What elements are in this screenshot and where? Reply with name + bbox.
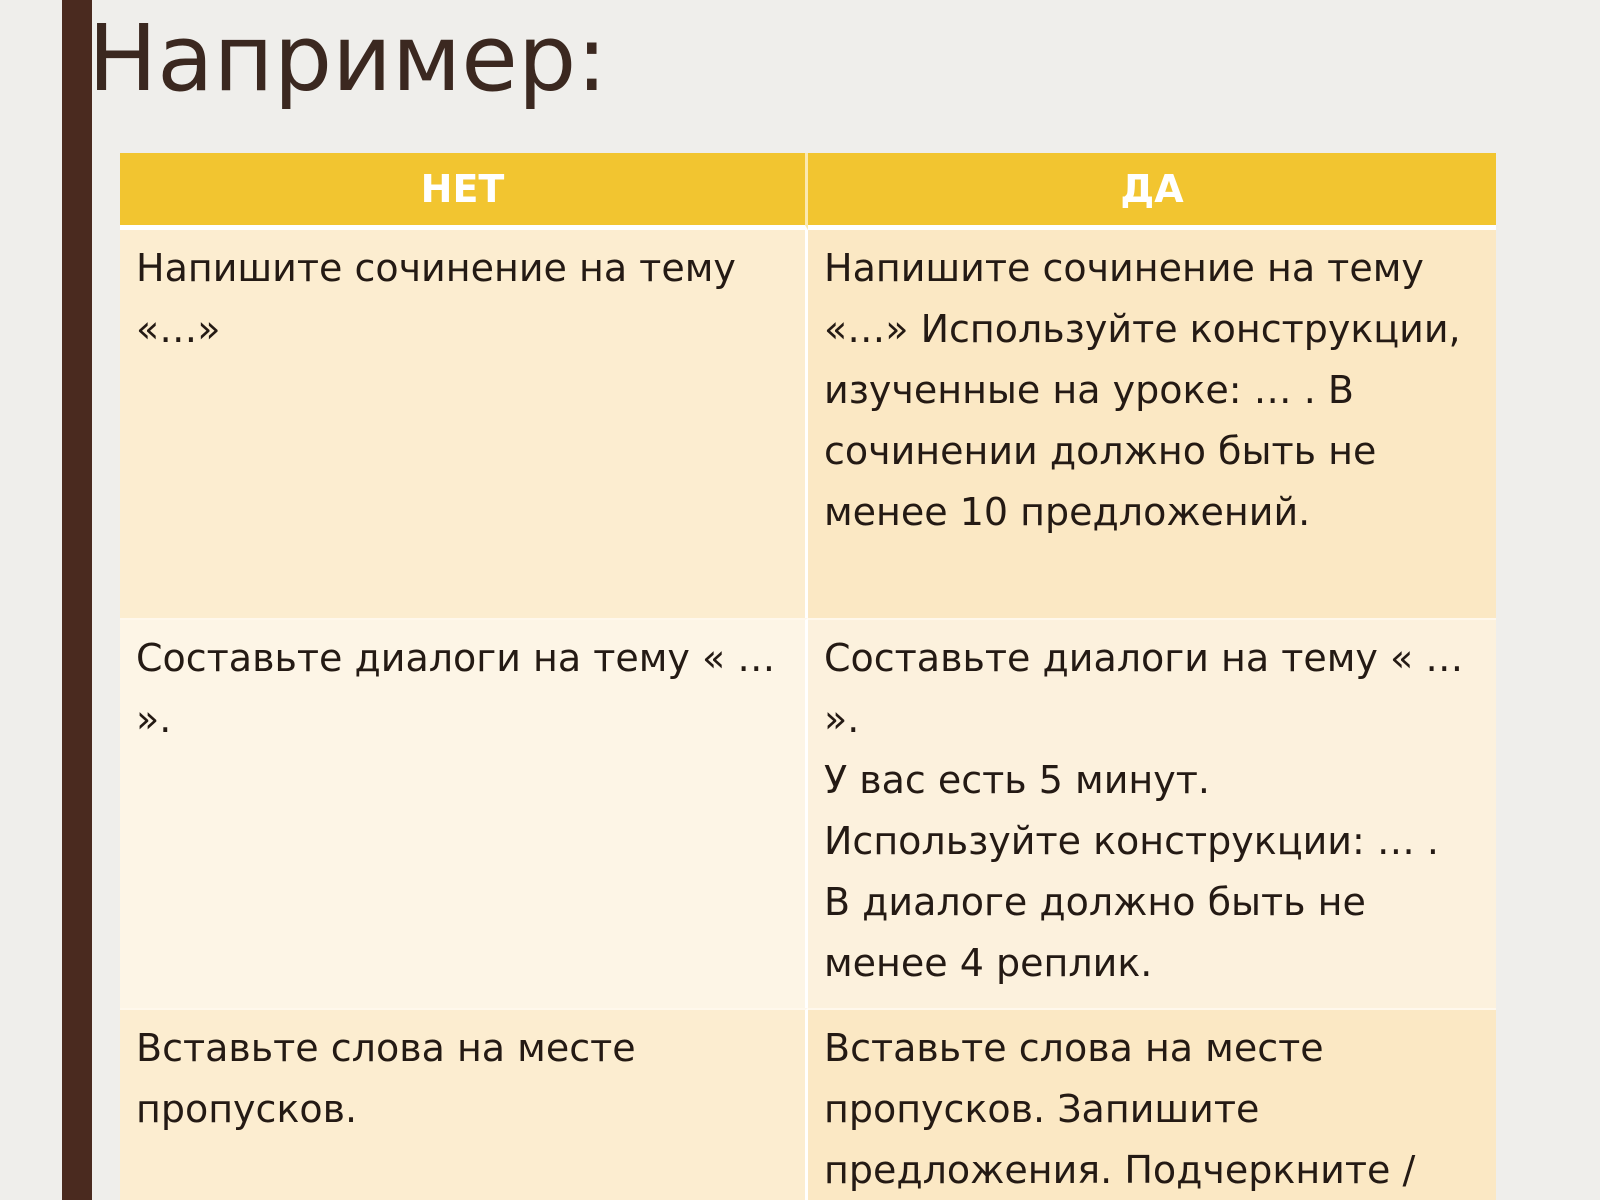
cell-net: Вставьте слова на месте пропусков. — [120, 1008, 808, 1200]
cell-net: Составьте диалоги на тему « … ». — [120, 618, 808, 1008]
cell-net: Напишите сочинение на тему «…» — [120, 230, 808, 618]
cell-da: Напишите сочинение на тему «…» Используйте конструкции, изученные на уроке: … . В сочинении должно быть не менее 10 предложений. — [808, 230, 1496, 618]
cell-da: Составьте диалоги на тему « … ». У вас есть 5 минут. Используйте конструкции: … . В диалоге должно быть не менее 4 реплик. — [808, 618, 1496, 1008]
header-net: НЕТ — [120, 153, 808, 230]
left-accent-bar — [62, 0, 92, 1200]
slide-title: Например: — [88, 5, 608, 112]
table-row — [120, 618, 1496, 1008]
table-header-row — [120, 153, 1496, 230]
header-da: ДА — [808, 153, 1496, 230]
cell-da: Вставьте слова на месте пропусков. Запишите предложения. Подчеркните / — [808, 1008, 1496, 1200]
comparison-table — [120, 153, 1496, 1200]
comparison-table-container — [120, 153, 1496, 1200]
table-row — [120, 1008, 1496, 1200]
table-row — [120, 230, 1496, 618]
